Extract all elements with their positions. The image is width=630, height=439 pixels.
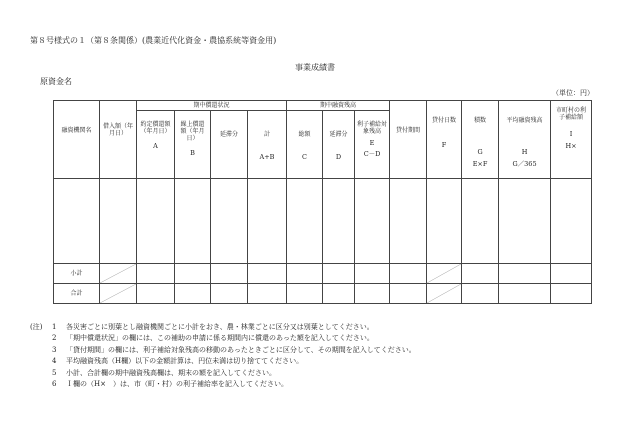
data-cell[interactable] <box>462 284 499 304</box>
data-cell[interactable] <box>323 284 355 304</box>
note-text: Ｉ欄の（H× ）は、市（町・村）の利子補給率を記入してください。 <box>66 380 288 389</box>
header-average-balance: 平均融資残高 H G／365 <box>499 101 551 179</box>
data-cell[interactable] <box>323 179 355 264</box>
note-item <box>30 379 416 390</box>
header-repayment-group: 期中償還状況 <box>137 101 287 111</box>
header-subsidy-amount: 市町村の利子補給額 I H× <box>551 101 592 179</box>
note-number: 2 <box>52 334 57 343</box>
data-cell[interactable] <box>137 264 175 284</box>
document-title: 事業成績書 <box>295 63 335 72</box>
header-loan-days: 貸付日数 F <box>427 101 462 179</box>
data-cell[interactable] <box>427 179 462 264</box>
data-cell[interactable] <box>499 284 551 304</box>
data-cell[interactable] <box>137 179 175 264</box>
note-item <box>30 356 416 367</box>
unit-label: （単位：円） <box>552 89 594 97</box>
note-number: 6 <box>52 380 57 389</box>
header-institution: 融資機関名 <box>54 101 100 179</box>
header-accelerated-repayment: 繰上償還額（年月日） B <box>175 111 211 179</box>
data-cell[interactable] <box>355 284 390 304</box>
data-cell[interactable] <box>248 179 287 264</box>
total-row-label: 合計 <box>54 284 100 304</box>
note-item <box>30 368 416 379</box>
performance-table <box>53 100 592 304</box>
data-cell[interactable] <box>287 179 323 264</box>
header-balance-total: 総額 C <box>287 111 323 179</box>
note-number: 4 <box>52 357 57 366</box>
note-number: 3 <box>52 345 57 354</box>
note-number: 5 <box>52 368 57 377</box>
data-cell[interactable] <box>551 264 592 284</box>
data-cell[interactable] <box>248 264 287 284</box>
header-product: 積数 G E×F <box>462 101 499 179</box>
data-cell[interactable] <box>211 284 248 304</box>
data-cell[interactable] <box>100 179 137 264</box>
diagonal-blank-cell <box>100 284 137 304</box>
header-subsidy-balance: 利子補給対象残高 E C－D <box>355 111 390 179</box>
note-text: 各災害ごとに別葉とし融資機関ごとに小計をおき、農・林業ごとに区分又は別葉としてください。 <box>66 323 374 331</box>
data-cell[interactable] <box>211 264 248 284</box>
header-balance-group: 期中融資残高 <box>287 101 390 111</box>
header-balance-extension: 延滞分 D <box>323 111 355 179</box>
diagonal-blank-cell <box>427 284 462 304</box>
fund-name-label: 原資金名 <box>40 77 72 86</box>
note-text: 「貸付期間」の欄には、利子補給対象残高の移動のあったときごとに区分して、その期間を記入してください。 <box>66 345 416 354</box>
data-cell[interactable] <box>248 284 287 304</box>
data-cell[interactable] <box>211 179 248 264</box>
data-cell[interactable] <box>323 264 355 284</box>
data-cell[interactable] <box>175 179 211 264</box>
data-cell[interactable] <box>551 284 592 304</box>
note-text: 小計、合計欄の期中融資残高欄は、期末の額を記入してください。 <box>66 368 276 377</box>
note-item <box>30 345 416 356</box>
data-cell[interactable] <box>462 264 499 284</box>
header-repay-extension: 延滞分 <box>211 111 248 179</box>
data-cell[interactable] <box>54 179 100 264</box>
note-item <box>30 333 416 344</box>
note-text: 「期中償還状況」の欄には、この補助の申請に係る期間内に償還のあった額を記入してください。 <box>66 334 374 343</box>
data-cell[interactable] <box>355 179 390 264</box>
data-cell[interactable] <box>390 284 427 304</box>
data-cell[interactable] <box>390 264 427 284</box>
data-cell[interactable] <box>137 284 175 304</box>
notes-prefix: (注) <box>30 323 43 331</box>
data-cell[interactable] <box>499 179 551 264</box>
header-borrow-amount: 借入額（年月日） <box>100 101 137 179</box>
data-cell[interactable] <box>175 284 211 304</box>
note-item <box>30 322 416 333</box>
data-cell[interactable] <box>287 264 323 284</box>
notes-section <box>30 322 416 390</box>
diagonal-blank-cell <box>100 264 137 284</box>
header-scheduled-repayment: 約定償還額（年月日） A <box>137 111 175 179</box>
form-number-label: 第８号様式の１（第８条関係）(農業近代化資金・農協系統等資金用) <box>30 36 277 45</box>
data-cell[interactable] <box>499 264 551 284</box>
data-cell[interactable] <box>355 264 390 284</box>
diagonal-blank-cell <box>427 264 462 284</box>
header-repay-total: 計 A+B <box>248 111 287 179</box>
data-cell[interactable] <box>551 179 592 264</box>
note-text: 平均融資残高（H欄）以下の金額計算は、円位未満は切り捨ててください。 <box>66 357 304 366</box>
subtotal-row-label: 小計 <box>54 264 100 284</box>
header-loan-period: 貸付期間 <box>390 101 427 179</box>
data-cell[interactable] <box>390 179 427 264</box>
data-cell[interactable] <box>287 284 323 304</box>
data-cell[interactable] <box>462 179 499 264</box>
note-number: 1 <box>52 323 57 331</box>
data-cell[interactable] <box>175 264 211 284</box>
